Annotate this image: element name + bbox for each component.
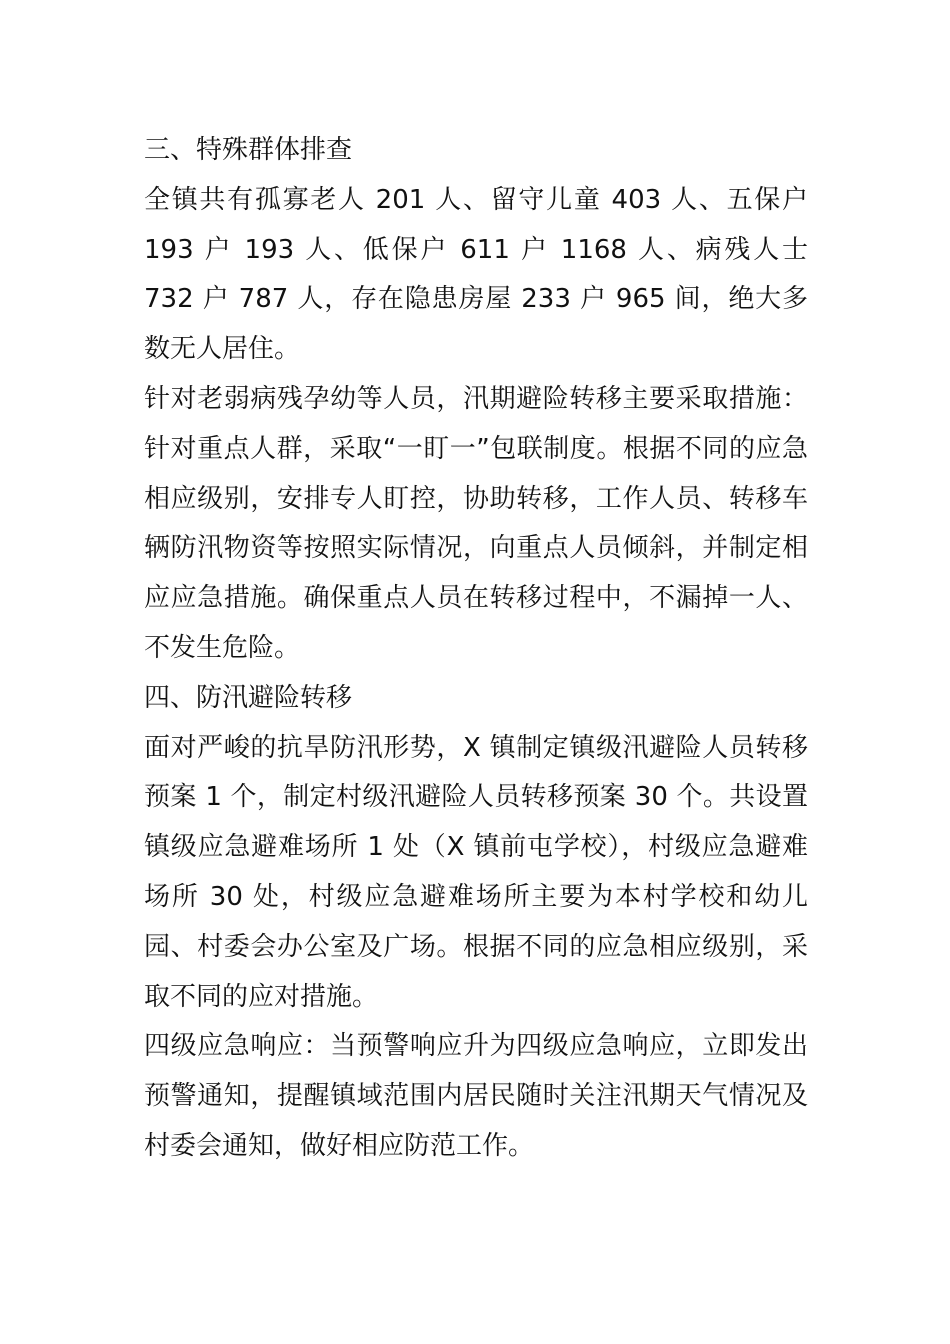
section-heading-flood-evacuation: 四、防汛避险转移: [144, 682, 353, 713]
document-body: [144, 126, 808, 1172]
paragraph-special-groups-stats: 全镇共有孤寡老人 201 人、留守儿童 403 人、五保户 193 户 193 人、低保户 611 户 1168 人、病残人士 732 户 787 人，存在隐患房屋 233 户 965 间，绝大多数无人居住。: [144, 184, 808, 365]
paragraph-special-groups-measures: 针对老弱病残孕幼等人员，汛期避险转移主要采取措施：针对重点人群，采取“一盯一”包联制度。根据不同的应急相应级别，安排专人盯控，协助转移，工作人员、转移车辆防汛物资等按照实际情况，向重点人员倾斜，并制定相应应急措施。确保重点人员在转移过程中，不漏掉一人、不发生危险。: [144, 383, 808, 663]
paragraph-flood-evacuation-plans: 面对严峻的抗旱防汛形势，X 镇制定镇级汛避险人员转移预案 1 个，制定村级汛避险人员转移预案 30 个。共设置镇级应急避难场所 1 处（X 镇前屯学校），村级应急避难场所 30 处，村级应急避难场所主要为本村学校和幼儿园、村委会办公室及广场。根据不同的应急相应级别，采取不同的应对措施。: [144, 732, 808, 1012]
paragraph-level-four-response: 四级应急响应：当预警响应升为四级应急响应，立即发出预警通知，提醒镇域范围内居民随时关注汛期天气情况及村委会通知，做好相应防范工作。: [144, 1031, 808, 1161]
section-heading-special-groups: 三、特殊群体排查: [144, 135, 353, 165]
